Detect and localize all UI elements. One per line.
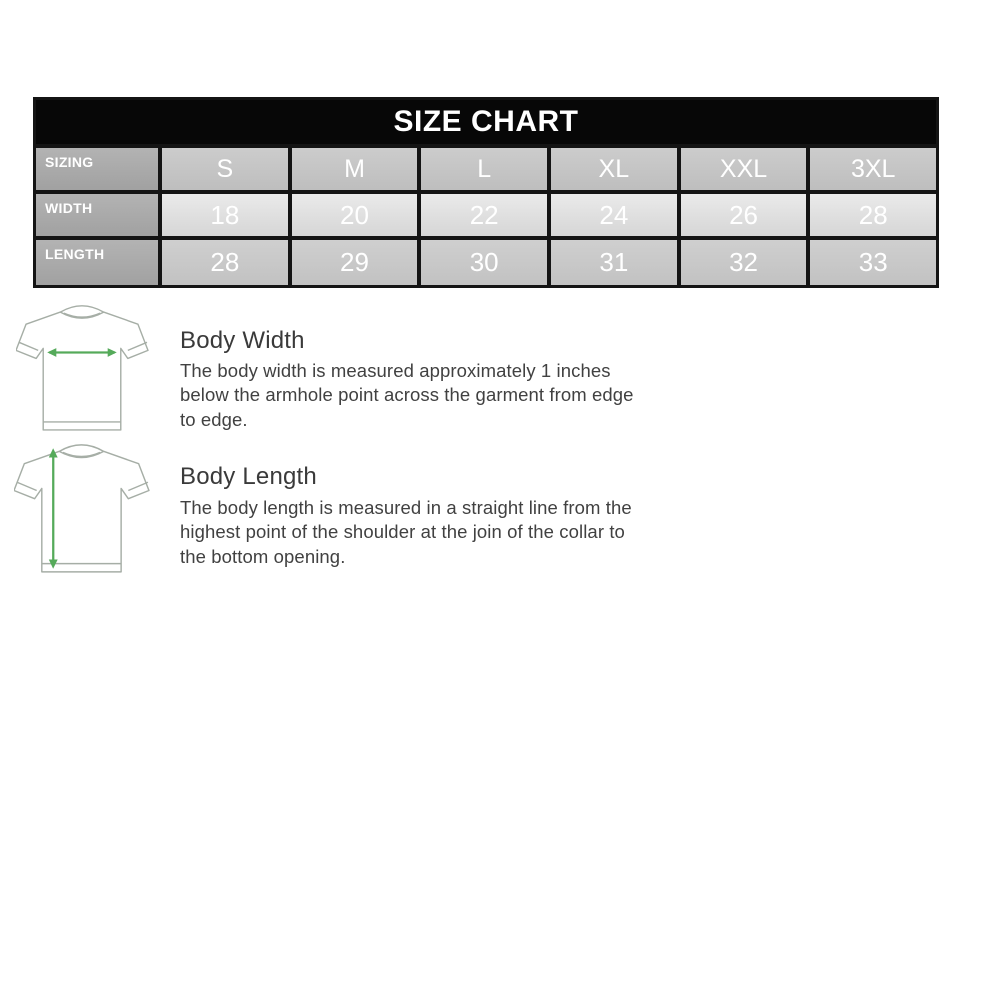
tshirt-length-diagram	[14, 440, 151, 581]
body-length-heading: Body Length	[180, 463, 317, 490]
tshirt-width-diagram	[16, 303, 150, 437]
body-width-line-2: below the armhole point across the garment from edge	[180, 384, 634, 406]
length-cell-m: 29	[292, 240, 418, 285]
size-chart-title: SIZE CHART	[36, 100, 936, 144]
table-row-sizing	[36, 148, 936, 190]
body-length-description	[180, 496, 632, 569]
tshirt-front-icon	[14, 440, 151, 576]
size-cell-l: L	[421, 148, 547, 190]
length-cell-xl: 31	[551, 240, 677, 285]
size-cell-xl: XL	[551, 148, 677, 190]
body-length-line-3: the bottom opening.	[180, 545, 346, 567]
width-cell-s: 18	[162, 194, 288, 236]
body-width-heading: Body Width	[180, 327, 305, 354]
length-cell-l: 30	[421, 240, 547, 285]
length-cell-xxl: 32	[681, 240, 807, 285]
size-cell-xxl: XXL	[681, 148, 807, 190]
size-cell-3xl: 3XL	[810, 148, 936, 190]
size-chart-table	[33, 97, 939, 288]
length-cell-3xl: 33	[810, 240, 936, 285]
table-row-width	[36, 194, 936, 236]
body-width-line-1: The body width is measured approximately 1 inches	[180, 360, 611, 381]
width-cell-3xl: 28	[810, 194, 936, 236]
width-cell-xl: 24	[551, 194, 677, 236]
size-cell-s: S	[162, 148, 288, 190]
tshirt-front-icon	[16, 303, 150, 432]
width-cell-m: 20	[292, 194, 418, 236]
body-width-description	[180, 359, 634, 432]
row-label-sizing: SIZING	[36, 148, 158, 190]
width-cell-xxl: 26	[681, 194, 807, 236]
body-length-line-1: The body length is measured in a straight line from the	[180, 497, 632, 518]
size-cell-m: M	[292, 148, 418, 190]
row-label-length: LENGTH	[36, 240, 158, 285]
width-cell-l: 22	[421, 194, 547, 236]
table-row-length	[36, 240, 936, 285]
body-length-line-2: highest point of the shoulder at the join of the collar to	[180, 521, 625, 543]
body-width-line-3: to edge.	[180, 408, 248, 430]
row-label-width: WIDTH	[36, 194, 158, 236]
length-cell-s: 28	[162, 240, 288, 285]
